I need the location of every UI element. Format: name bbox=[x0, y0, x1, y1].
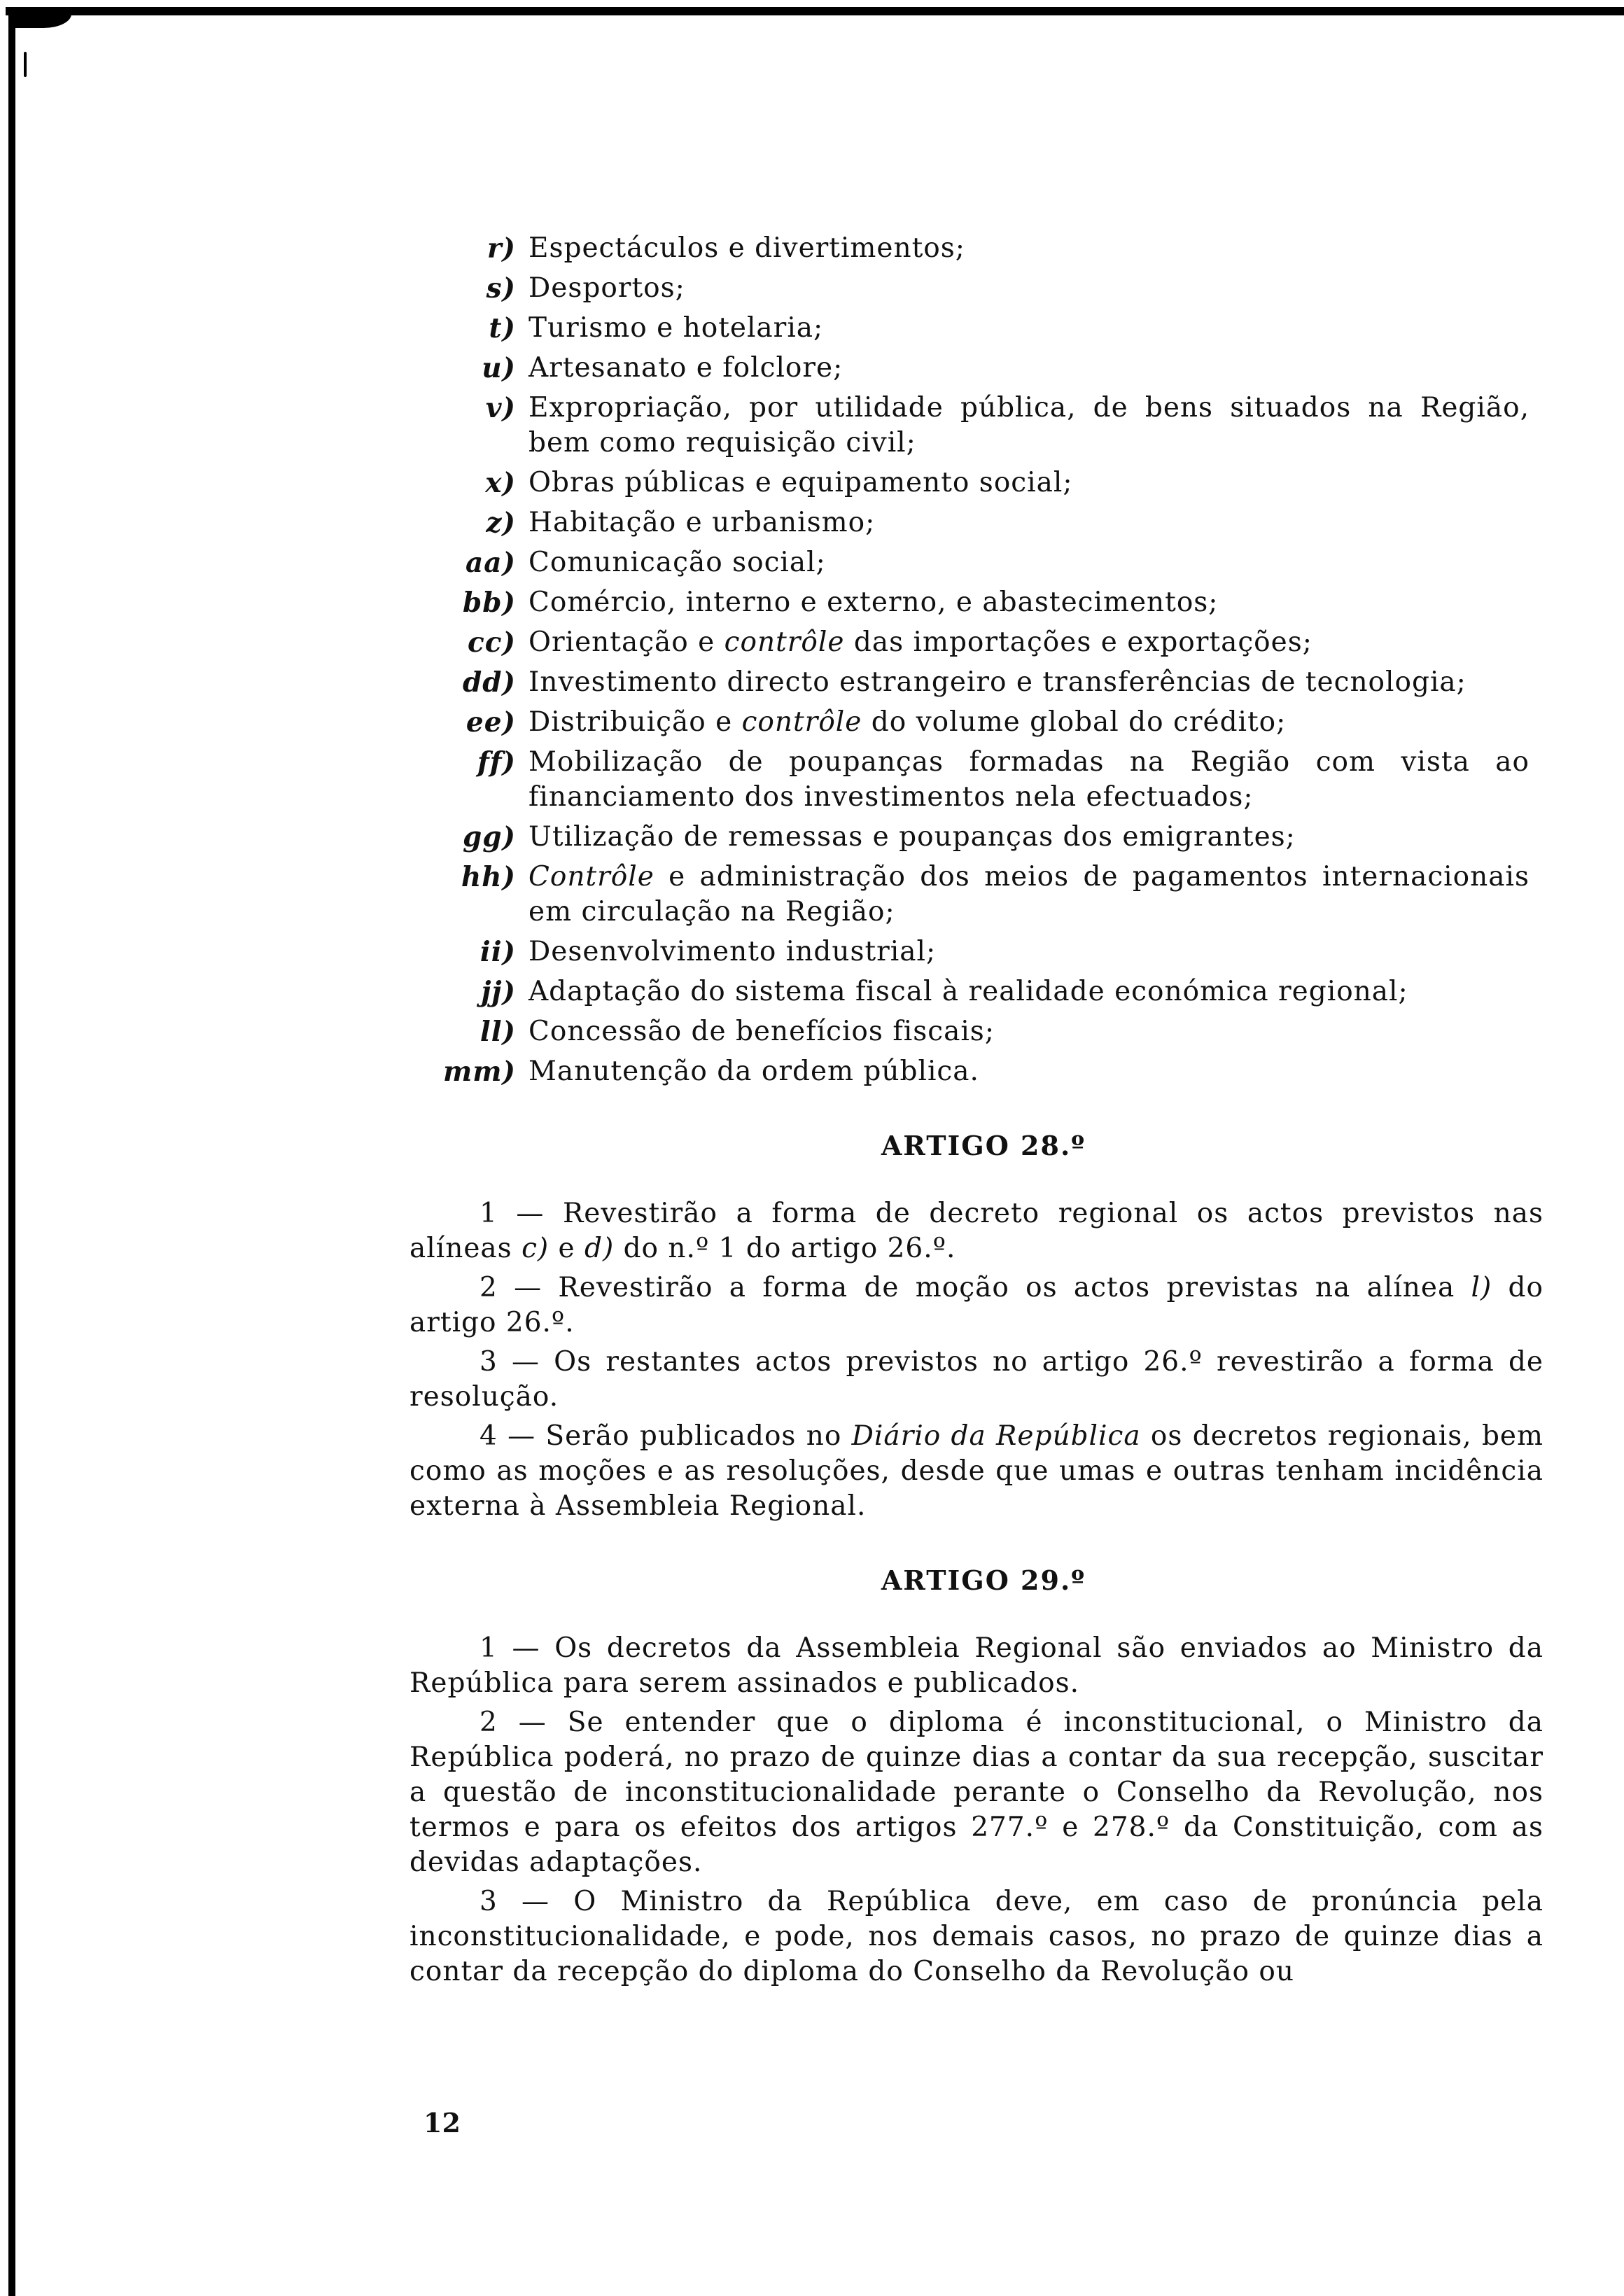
text-run: e administração dos meios de pagamentos internacionais em circulação na Região; bbox=[528, 861, 1530, 927]
scan-mark-artifact bbox=[24, 52, 27, 77]
text-run: 2 — Revestirão a forma de moção os actos previstas na alínea bbox=[479, 1272, 1471, 1303]
list-item-text bbox=[528, 625, 1544, 660]
italic-term: l) bbox=[1471, 1272, 1492, 1303]
italic-term: Contrôle bbox=[528, 861, 654, 892]
text-run: 1 — Revestirão a forma de decreto regional os actos previstos nas alíneas bbox=[410, 1198, 1544, 1264]
list-item bbox=[410, 271, 1544, 306]
list-marker: x) bbox=[485, 467, 516, 499]
list-item-text: Investimento directo estrangeiro e transferências de tecnologia; bbox=[528, 666, 1466, 698]
list-item-text: Expropriação, por utilidade pública, de bens situados na Região, bem como requisição civil; bbox=[528, 392, 1530, 458]
list-marker: ee) bbox=[465, 706, 516, 738]
list-item bbox=[410, 820, 1544, 855]
list-marker: u) bbox=[482, 352, 516, 384]
list-item-text: Artesanato e folclore; bbox=[528, 352, 844, 384]
list-marker: jj) bbox=[481, 976, 516, 1008]
scan-border-top bbox=[6, 7, 1624, 15]
page-number: 12 bbox=[424, 2107, 461, 2138]
text-run: 2 — Se entender que o diploma é inconstitucional, o Ministro da República poderá, no prazo de quinze dias a contar da sua recepção, suscitar a questão de inconstitucionalidade perante o Conselho da Revolução, nos termos e para os efeitos dos artigos 277.º e 278.º da Constituição, com as devidas adaptações. bbox=[410, 1707, 1544, 1878]
list-marker: v) bbox=[485, 392, 516, 424]
article-paragraph bbox=[410, 1196, 1544, 1266]
article-title: ARTIGO 28.º bbox=[881, 1130, 1086, 1161]
article-paragraph bbox=[410, 1705, 1544, 1880]
scan-border-left bbox=[8, 7, 15, 2296]
text-run: os decretos regionais, bem como as moções e as resoluções, desde que umas e outras tenham incidência externa à Assembleia Regional. bbox=[410, 1420, 1544, 1522]
text-run: das importações e exportações; bbox=[844, 626, 1312, 658]
list-item-text: Desenvolvimento industrial; bbox=[528, 936, 937, 967]
italic-term: d) bbox=[584, 1233, 615, 1264]
article-paragraph bbox=[410, 1345, 1544, 1415]
list-item bbox=[410, 351, 1544, 386]
list-marker: mm) bbox=[443, 1056, 516, 1088]
list-marker: z) bbox=[486, 507, 516, 539]
text-run: 1 — Os decretos da Assembleia Regional são enviados ao Ministro da República para serem assinados e publicados. bbox=[410, 1632, 1544, 1699]
text-run: do volume global do crédito; bbox=[862, 706, 1287, 738]
list-marker: r) bbox=[487, 232, 516, 265]
list-marker: ll) bbox=[479, 1016, 516, 1048]
list-item-text: Concessão de benefícios fiscais; bbox=[528, 1016, 995, 1047]
list-item bbox=[410, 231, 1544, 266]
list-marker: bb) bbox=[463, 587, 516, 619]
list-item bbox=[410, 391, 1544, 461]
italic-term: contrôle bbox=[741, 706, 862, 738]
list-item-text: Espectáculos e divertimentos; bbox=[528, 232, 965, 264]
list-item-text: Utilização de remessas e poupanças dos emigrantes; bbox=[528, 821, 1296, 853]
list-marker: gg) bbox=[463, 821, 516, 853]
list-item bbox=[410, 465, 1544, 500]
list-marker: ff) bbox=[477, 746, 516, 778]
text-run: Orientação e bbox=[528, 626, 724, 658]
text-run: 3 — O Ministro da República deve, em caso de pronúncia pela inconstitucionalidade, e pode, nos demais casos, no prazo de quinze dias a contar da recepção do diploma do Conselho da Revolução ou bbox=[410, 1886, 1544, 1987]
list-item bbox=[410, 505, 1544, 540]
text-run: do n.º 1 do artigo 26.º. bbox=[614, 1233, 956, 1264]
list-item bbox=[410, 1054, 1544, 1089]
list-item-text bbox=[528, 705, 1544, 740]
text-run: 4 — Serão publicados no bbox=[479, 1420, 852, 1452]
list-marker: aa) bbox=[465, 547, 516, 579]
list-item-text bbox=[528, 860, 1544, 930]
list-marker: cc) bbox=[468, 626, 516, 659]
list-item-text: Manutenção da ordem pública. bbox=[528, 1056, 979, 1087]
list-marker: hh) bbox=[461, 861, 516, 893]
article-paragraph bbox=[410, 1419, 1544, 1524]
article-title: ARTIGO 29.º bbox=[881, 1564, 1086, 1596]
list-item-text: Comunicação social; bbox=[528, 547, 826, 578]
italic-term: contrôle bbox=[724, 626, 845, 658]
list-item-text: Mobilização de poupanças formadas na Região com vista ao financiamento dos investimentos nela efectuados; bbox=[528, 746, 1530, 813]
list-item bbox=[410, 860, 1544, 930]
text-run: do artigo 26.º. bbox=[410, 1272, 1544, 1338]
scan-corner-artifact bbox=[8, 7, 71, 28]
list-item bbox=[410, 545, 1544, 580]
list-item bbox=[410, 974, 1544, 1009]
list-item-text: Adaptação do sistema fiscal à realidade económica regional; bbox=[528, 976, 1408, 1007]
italic-term: Diário da República bbox=[851, 1420, 1141, 1452]
list-item-text: Comércio, interno e externo, e abastecimentos; bbox=[528, 587, 1219, 618]
list-marker: dd) bbox=[463, 666, 516, 699]
list-item bbox=[410, 585, 1544, 620]
text-run: 3 — Os restantes actos previstos no artigo 26.º revestirão a forma de resolução. bbox=[410, 1346, 1544, 1413]
article-paragraph bbox=[410, 1884, 1544, 1989]
enumerated-list bbox=[410, 231, 1544, 1089]
list-item bbox=[410, 665, 1544, 700]
list-marker: t) bbox=[489, 312, 516, 344]
italic-term: c) bbox=[522, 1233, 550, 1264]
document-page bbox=[410, 231, 1544, 1994]
article-paragraph bbox=[410, 1270, 1544, 1340]
article-28 bbox=[410, 1130, 1544, 1524]
list-item bbox=[410, 625, 1544, 660]
list-item bbox=[410, 1014, 1544, 1049]
text-run: e bbox=[549, 1233, 584, 1264]
list-item bbox=[410, 311, 1544, 346]
list-marker: s) bbox=[486, 272, 516, 304]
list-item-text: Desportos; bbox=[528, 272, 685, 304]
list-item-text: Obras públicas e equipamento social; bbox=[528, 467, 1073, 498]
article-paragraph bbox=[410, 1631, 1544, 1701]
text-run: Distribuição e bbox=[528, 706, 742, 738]
list-item bbox=[410, 705, 1544, 740]
article-29 bbox=[410, 1564, 1544, 1989]
list-item-text: Habitação e urbanismo; bbox=[528, 507, 876, 538]
list-item bbox=[410, 745, 1544, 815]
list-item bbox=[410, 934, 1544, 969]
list-marker: ii) bbox=[479, 936, 516, 968]
list-item-text: Turismo e hotelaria; bbox=[528, 312, 824, 344]
